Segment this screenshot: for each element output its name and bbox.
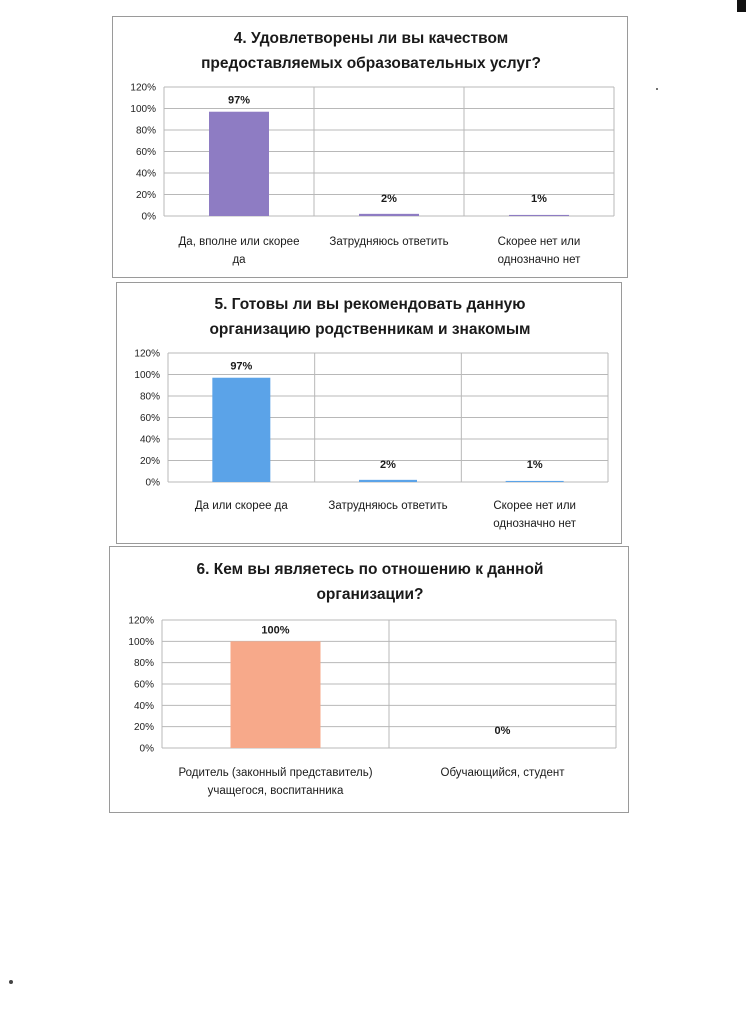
category-label: Скорее нет или (497, 236, 581, 248)
bar (359, 480, 417, 482)
category-label: Родитель (законный представитель) (178, 767, 373, 779)
chart-title: организации? (316, 586, 424, 603)
chart-title: 5. Готовы ли вы рекомендовать данную (214, 296, 526, 313)
data-label: 97% (230, 360, 253, 373)
y-tick-label: 20% (135, 190, 156, 201)
bar (509, 215, 569, 216)
scan-corner-mark (737, 0, 746, 12)
y-tick-label: 80% (139, 391, 160, 403)
chart-title: 4. Удовлетворены ли вы качеством (233, 30, 509, 47)
category-label: Да, вполне или скорее (178, 236, 300, 248)
data-label: 1% (531, 193, 547, 205)
data-label: 2% (381, 193, 397, 205)
data-label: 2% (380, 459, 396, 471)
chart-title: предоставляемых образовательных услуг? (201, 55, 541, 72)
data-label: 100% (261, 624, 290, 637)
chart-svg (113, 17, 629, 279)
scan-speck (9, 980, 13, 984)
y-tick-label: 120% (128, 615, 154, 627)
chart-svg (117, 283, 623, 545)
bar (209, 112, 269, 216)
chart-recommend (116, 282, 622, 544)
bar (359, 214, 419, 216)
y-tick-label: 100% (134, 370, 160, 381)
y-tick-label: 0% (141, 211, 156, 223)
data-label: 1% (526, 459, 543, 471)
y-tick-label: 0% (145, 477, 160, 489)
chart-title: организацию родственникам и знакомым (209, 321, 531, 338)
category-label: Скорее нет или (493, 500, 576, 512)
y-tick-label: 60% (133, 679, 154, 691)
y-tick-label: 120% (134, 348, 160, 360)
y-tick-label: 60% (139, 413, 160, 424)
chart-title: 6. Кем вы являетесь по отношению к данной (196, 561, 544, 578)
category-label: Затрудняюсь ответить (329, 236, 449, 248)
chart-quality-satisfaction (112, 16, 628, 278)
scan-speck (656, 88, 658, 90)
y-tick-label: 100% (128, 636, 154, 648)
y-tick-label: 40% (139, 434, 160, 446)
y-tick-label: 20% (133, 722, 154, 734)
y-tick-label: 60% (135, 147, 156, 158)
data-label: 97% (227, 94, 251, 107)
category-label: однозначно нет (497, 254, 581, 266)
chart-svg (110, 547, 630, 814)
category-label: учащегося, воспитанника (207, 785, 344, 797)
category-label: да (232, 254, 246, 266)
bar (231, 641, 321, 748)
chart-respondent-role (109, 546, 629, 813)
bar (506, 481, 564, 482)
category-label: однозначно нет (493, 518, 577, 530)
category-label: Затрудняюсь ответить (328, 500, 448, 512)
category-label: Обучающийся, студент (440, 767, 565, 779)
y-tick-label: 80% (133, 658, 154, 670)
y-tick-label: 20% (139, 456, 160, 467)
category-label: Да или скорее да (194, 500, 288, 512)
y-tick-label: 120% (130, 82, 156, 94)
y-tick-label: 0% (139, 743, 154, 755)
y-tick-label: 40% (133, 700, 154, 712)
data-label: 0% (494, 725, 511, 737)
bar (212, 378, 270, 482)
y-tick-label: 80% (135, 125, 156, 137)
y-tick-label: 40% (135, 168, 156, 180)
y-tick-label: 100% (130, 104, 156, 115)
